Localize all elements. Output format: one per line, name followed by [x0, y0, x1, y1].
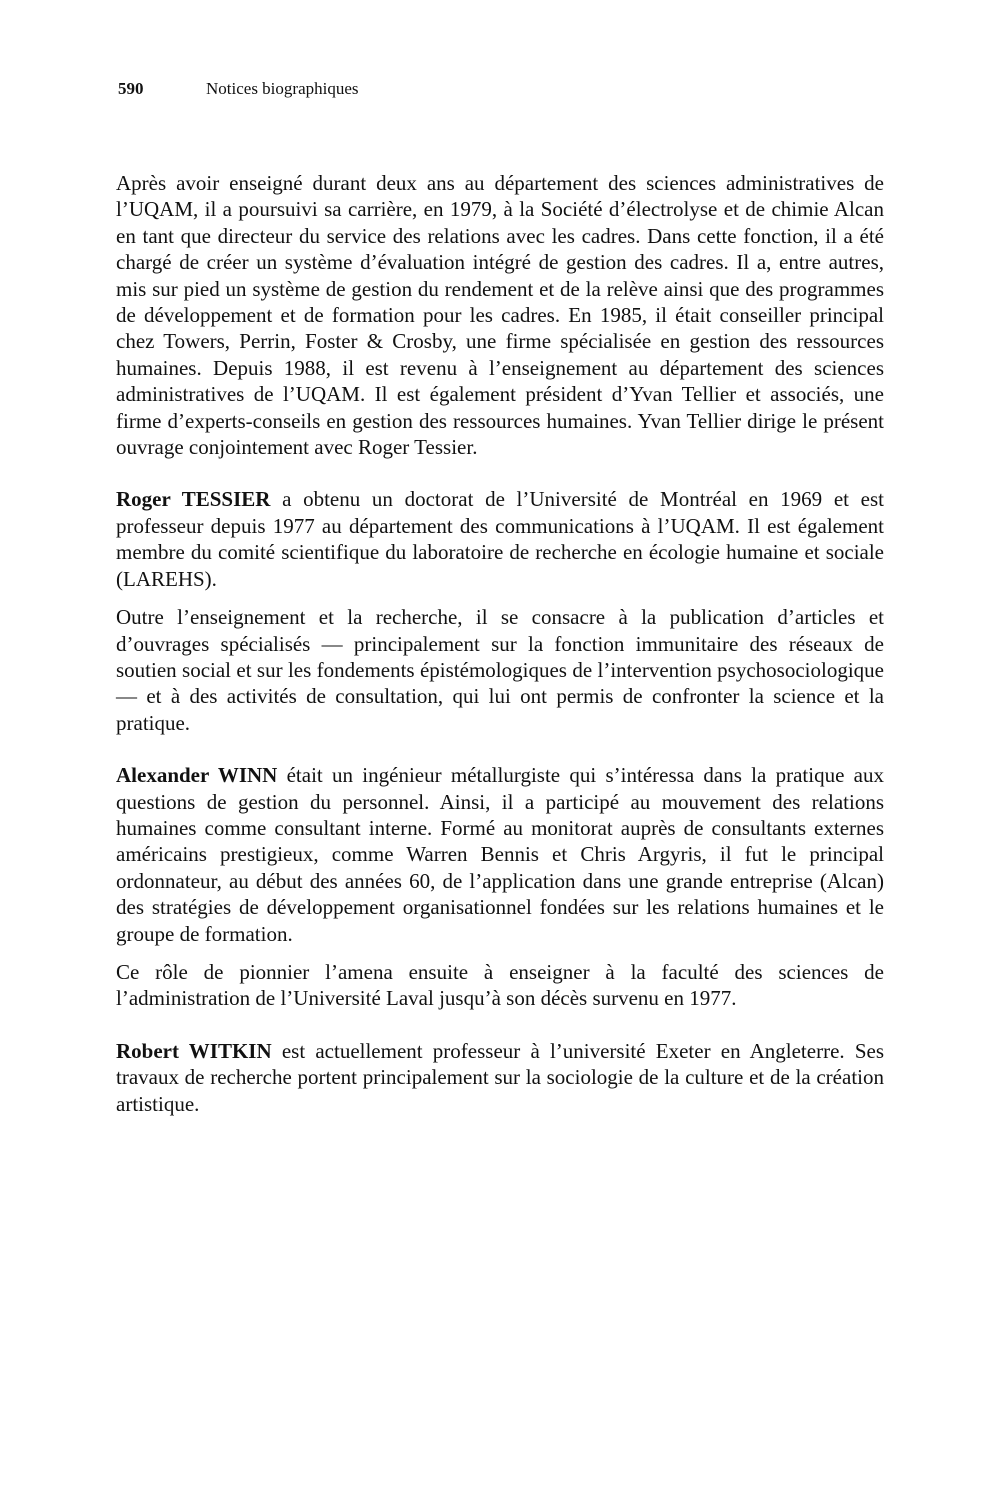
tellier-bio-paragraph: Après avoir enseigné durant deux ans au département des sciences administratives de l’UQAM, il a poursuivi sa carrière, en 1979, à la Société d’électrolyse et de chimie Alcan en tant que directeur du service des relations avec les cadres. Dans cette fonction, il a été chargé de créer un système d’évaluation intégré de gestion des cadres. Il a, entre autres, mis sur pied un système de gestion du rendement et de la relève ainsi que des programmes de développement et de formation pour les cadres. En 1985, il était conseiller principal chez Towers, Perrin, Foster & Crosby, une firme spécialisée en gestion des ressources humaines. Depuis 1988, il est revenu à l’enseignement au département des sciences administratives de l’UQAM. Il est également président d’Yvan Tellier et associés, une firme d’experts-conseils en gestion des ressources humaines. Yvan Tellier dirige le présent ouvrage conjointement avec Roger Tessier. [116, 171, 884, 460]
winn-bio-text: était un ingénieur métallurgiste qui s’intéressa dans la pratique aux questions de gestion du personnel. Ainsi, il a participé au mouvement des relations humaines comme consultant interne. Formé au monitorat auprès de consultants externes américains prestigieux, comme Warren Bennis et Chris Argyris, il fut le principal ordonnateur, au début des années 60, de l’application dans une grande entreprise (Alcan) des stratégies de développement organisationnel fondées sur les relations humaines et le groupe de formation. [116, 763, 884, 946]
witkin-bio-paragraph [116, 1038, 884, 1117]
tessier-bio-paragraph-2: Outre l’enseignement et la recherche, il se consacre à la publication d’articles et d’ouvrages spécialisés — principalement sur la fonction immunitaire des réseaux de soutien social et sur les fondements épistémologiques de l’intervention psychosociologique — et à des activités de consultation, qui lui ont permis de confronter la science et la pratique. [116, 605, 884, 735]
winn-bio-paragraph-2: Ce rôle de pionnier l’amena ensuite à enseigner à la faculté des sciences de l’administration de l’Université Laval jusqu’à son décès survenu en 1977. [116, 959, 884, 1011]
tessier-bio-text: a obtenu un doctorat de l’Université de Montréal en 1969 et est professeur depuis 1977 au département des communications à l’UQAM. Il est également membre du comité scientifique du laboratoire de recherche en écologie humaine et sociale (LAREHS). [116, 487, 884, 591]
body-text [116, 170, 884, 1117]
tessier-bio-paragraph [116, 486, 884, 592]
author-name-winn: Alexander WINN [116, 763, 278, 788]
page-number: 590 [118, 79, 144, 98]
author-name-witkin: Robert WITKIN [116, 1038, 272, 1063]
running-header [118, 78, 359, 100]
witkin-bio-text: est actuellement professeur à l’université Exeter en Angleterre. Ses travaux de recherche portent principalement sur la sociologie de la culture et de la création artistique. [116, 1038, 884, 1116]
author-name-tessier: Roger TESSIER [116, 487, 271, 512]
running-title: Notices biographiques [206, 79, 359, 98]
winn-bio-paragraph [116, 762, 884, 947]
